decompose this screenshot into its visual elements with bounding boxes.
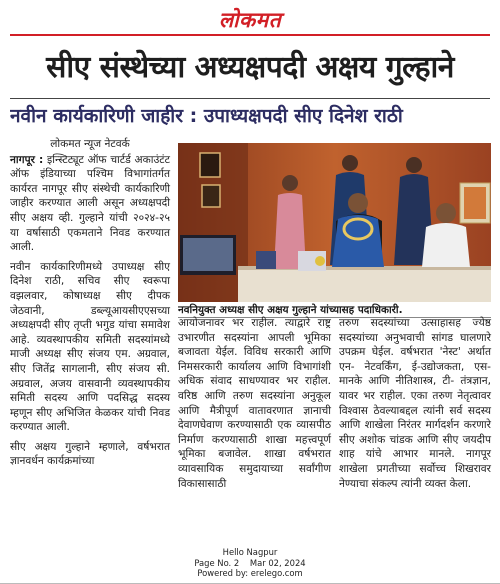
- paragraph: आयोजनावर भर राहील. त्याद्वारे राष्ट्र उभारणीत सदस्यांना आपली भूमिका बजावता येईल. विविध सरकारी आणि निमसरकारी कार्यालय आणि विभागांशी अधिक संवाद साधण्यावर भर राहील. वरिष्ठ आणि तरुण सदस्यांना अनुकूल आणि मैत्रीपूर्ण वातावरणात ज्ञानाची देवाणघेवाण करण्यासाठी एक व्यासपीठ निर्माण करण्यासाठी शाखा महत्त्वपूर्ण भूमिका बजावेल. शाखा वर्षभरात व्यावसायिक समुदायाच्या सर्वांगीण विकासासाठी: [178, 317, 331, 490]
- article-column-2: [178, 316, 331, 496]
- page-and-date: Page No. 2 Mar 02, 2024: [194, 557, 306, 568]
- article-column-3: [339, 316, 491, 496]
- edition-name: Hello Nagpur: [222, 547, 278, 557]
- photo-illustration: [178, 143, 491, 302]
- dateline: लोकमत न्यूज नेटवर्क: [50, 138, 130, 150]
- powered-by: Powered by: erelego.com: [197, 568, 303, 578]
- article-photo: [178, 143, 491, 302]
- paragraph-text: इन्स्टिट्यूट ऑफ चार्टर्ड अकाउंटंट ऑफ इंडियाच्या पश्चिम विभागांतर्गत कार्यरत नागपूर सीए संस्थेची कार्यकारिणी जाहीर करण्यात आली असून अध्यक्षपदी सीए अक्षय व्ही. गुल्हाने यांची २०२४-२५ या वर्षासाठी एकमताने निवड करण्यात आली.: [10, 153, 170, 254]
- masthead: [0, 6, 500, 34]
- article-headline: सीए संस्थेच्या अध्यक्षपदी अक्षय गुल्हाने: [46, 50, 454, 85]
- article-column-1: [10, 137, 170, 474]
- photo-caption: नवनियुक्त अध्यक्ष सीए अक्षय गुल्हाने यांच्यासह पदाधिकारी.: [178, 303, 491, 318]
- page-footer: [0, 547, 500, 579]
- paragraph: [10, 153, 170, 255]
- place-name: नागपूर :: [10, 153, 44, 166]
- paragraph: सीए अक्षय गुल्हाने म्हणाले, वर्षभरात ज्ञानवर्धन कार्यक्रमांच्या: [10, 440, 170, 468]
- newspaper-logo: लोकमत: [218, 7, 282, 32]
- paragraph: तरुण सदस्यांच्या उत्साहासह ज्येष्ठ सदस्यांच्या अनुभवाची सांगड घालणारे उपक्रम घेईल. वर्षभरात 'नेस्ट' अर्थात एन- नेटवर्किंग, ई-उद्योजकता, एस- मानके आणि नीतिशास्त्र, टी- तंत्रज्ञान, यावर भर राहील. एका तरुण नेतृत्वावर विश्वास ठेवल्याबद्दल त्यांनी सर्व सदस्य आणि शाखेला निरंतर मार्गदर्शन करणारे सीए अशोक चांडक आणि सीए जयदीप शाह यांचे आभार मानले. नागपूर शाखेला प्रगतीच्या सर्वोच्च शिखरावर नेण्याचा संकल्प त्यांनी व्यक्त केला.: [339, 317, 491, 490]
- article-subheadline: नवीन कार्यकारिणी जाहीर : उपाध्यक्षपदी सीए दिनेश राठी: [10, 98, 490, 133]
- masthead-rule: [10, 34, 490, 36]
- paragraph: नवीन कार्यकारिणीमध्ये उपाध्यक्ष सीए दिनेश राठी, सचिव सीए स्वरूपा वझलवार, कोषाध्यक्ष सीए दीपक जेठवानी, डब्ल्यूआयसीएएसच्या अध्यक्षपदी सीए तृप्ती भगुड यांचा समावेश आहे. व्यवस्थापकीय समिती सदस्यांमध्ये माजी अध्यक्ष सीए संजय एम. अग्रवाल, सीए जितेंद्र सागलानी, सीए संजय सी. अग्रवाल, अजय वासवानी व्यवस्थापकीय समिती सदस्य आणि पदसिद्ध सदस्य म्हणून सीए अभिजित केळकर यांची निवड करण्यात आली.: [10, 260, 170, 434]
